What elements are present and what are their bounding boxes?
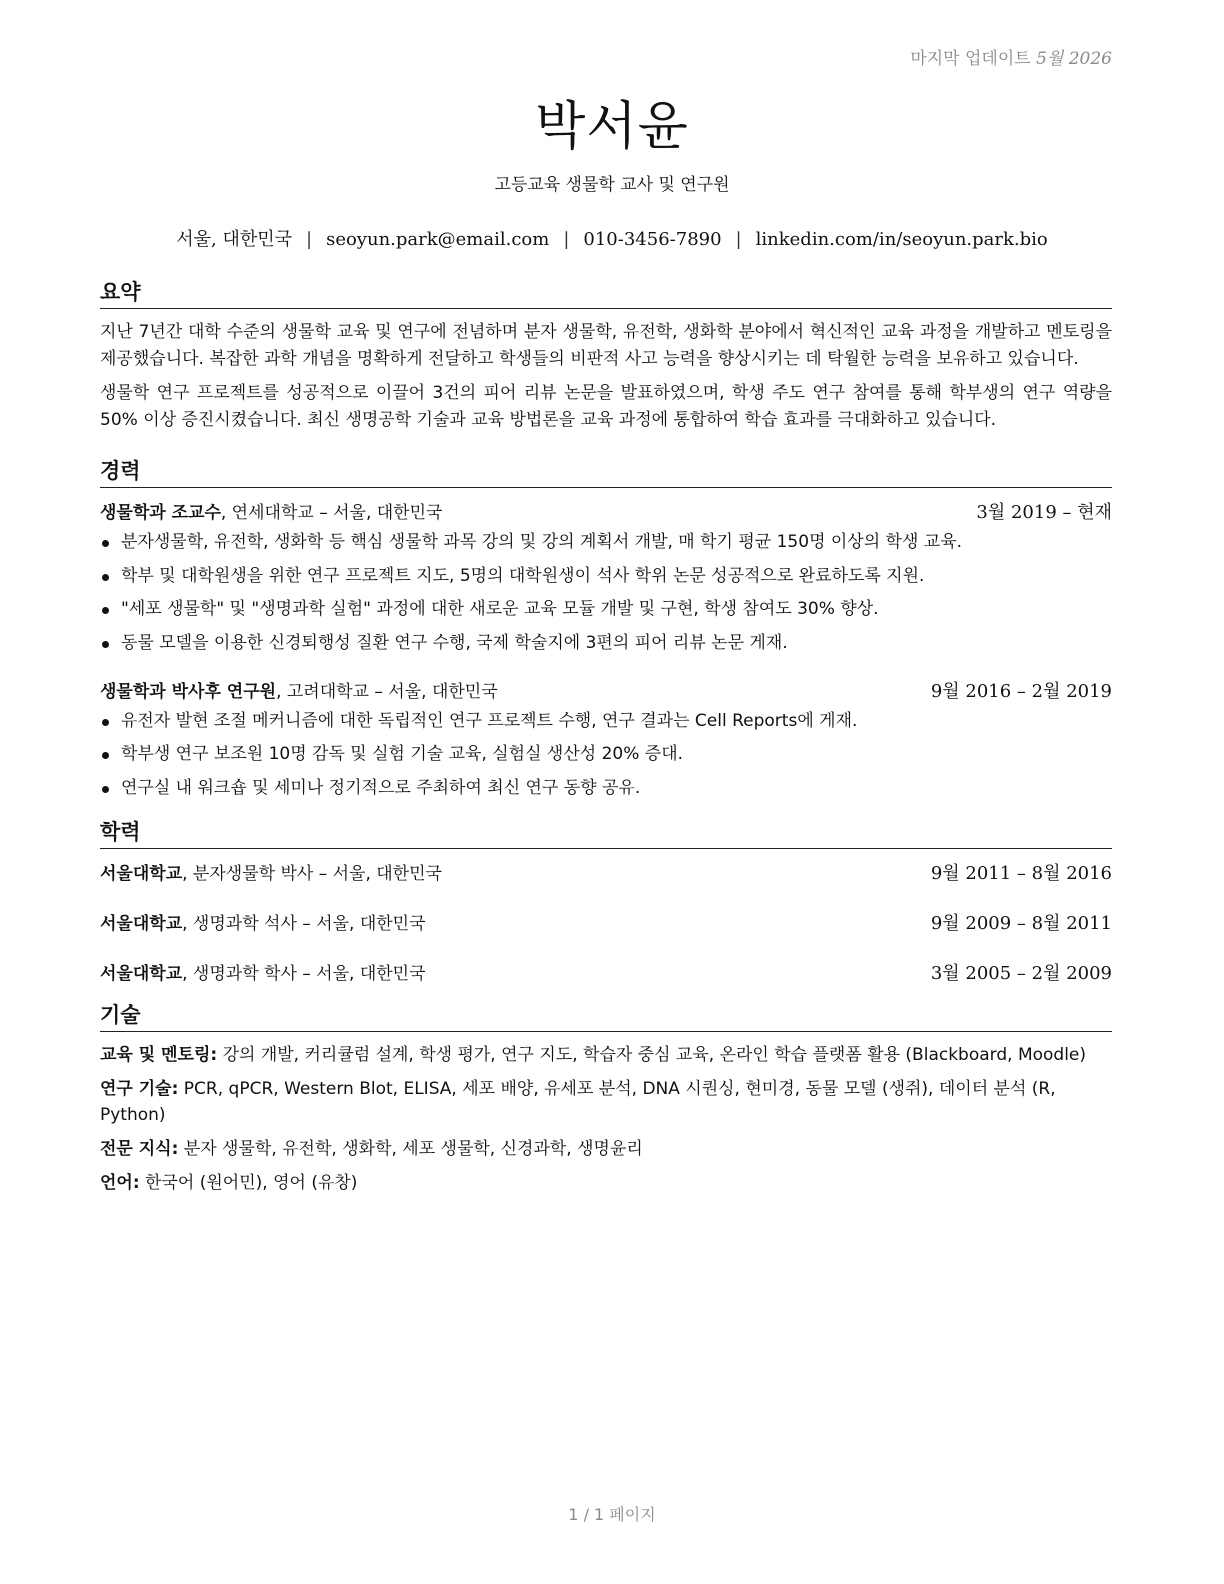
section-title-education: 학력 [100,816,1112,849]
experience-bullet: 연구실 내 워크숍 및 세미나 정기적으로 주최하여 최신 연구 동향 공유. [100,775,1112,802]
skill-text: 한국어 (원어민), 영어 (유창) [139,1173,358,1193]
education-detail: , 생명과학 학사 – 서울, 대한민국 [182,964,426,984]
experience-bullet: 동물 모델을 이용한 신경퇴행성 질환 연구 수행, 국제 학술지에 3편의 피어 리뷰 논문 게재. [100,630,1112,657]
last-updated [910,44,1112,69]
skill-label: 언어: [100,1173,140,1193]
skill-text: 강의 개발, 커리큘럼 설계, 학생 평가, 연구 지도, 학습자 중심 교육, 온라인 학습 플랫폼 활용 (Blackboard, Moodle) [217,1045,1087,1065]
experience-entry-header [100,677,1112,704]
education-school: 서울대학교 [100,964,183,984]
contact-separator: | [306,229,313,250]
experience-bullets [100,708,1112,802]
contact-phone[interactable]: 010-3456-7890 [583,229,722,250]
education-school: 서울대학교 [100,914,183,934]
contact-email[interactable]: seoyun.park@email.com [326,229,550,250]
education-entry [100,909,1112,959]
summary-paragraph: 지난 7년간 대학 수준의 생물학 교육 및 연구에 전념하며 분자 생물학, 유전학, 생화학 분야에서 혁신적인 교육 과정을 개발하고 멘토링을 제공했습니다. 복잡한 과학 개념을 명확하게 전달하고 학생들의 비판적 사고 능력을 향상시키는 데 탁월한 능력을 보유하고 있습니다. [100,322,1112,369]
experience-bullet: "세포 생물학" 및 "생명과학 실험" 과정에 대한 새로운 교육 모듈 개발 및 구현, 학생 참여도 30% 향상. [100,596,1112,623]
experience-bullet: 유전자 발현 조절 메커니즘에 대한 독립적인 연구 프로젝트 수행, 연구 결과는 Cell Reports에 게재. [100,708,1112,735]
skill-text: PCR, qPCR, Western Blot, ELISA, 세포 배양, 유세포 분석, DNA 시퀀싱, 현미경, 동물 모델 (생쥐), 데이터 분석 (R, Python) [100,1079,1056,1125]
contact-location: 서울, 대한민국 [176,229,292,250]
education-detail: , 생명과학 석사 – 서울, 대한민국 [182,914,426,934]
skill-text: 분자 생물학, 유전학, 생화학, 세포 생물학, 신경과학, 생명윤리 [178,1139,643,1159]
skill-item [100,1042,1112,1068]
summary-paragraph: 생물학 연구 프로젝트를 성공적으로 이끌어 3건의 피어 리뷰 논문을 발표하였으며, 학생 주도 연구 참여를 통해 학부생의 연구 역량을 50% 이상 증진시켰습니다. 최신 생명공학 기술과 교육 방법론을 교육 과정에 통합하여 학습 효과를 극대화하고 있습니다. [100,383,1112,430]
experience-bullet: 학부생 연구 보조원 10명 감독 및 실험 기술 교육, 실험실 생산성 20% 증대. [100,741,1112,768]
skill-item [100,1076,1112,1128]
education-entry [100,859,1112,909]
section-title-summary: 요약 [100,276,1112,309]
section-title-experience: 경력 [100,455,1112,488]
experience-bullet: 학부 및 대학원생을 위한 연구 프로젝트 지도, 5명의 대학원생이 석사 학위 논문 성공적으로 완료하도록 지원. [100,563,1112,590]
experience-bullets [100,529,1112,657]
experience-entry-header [100,498,1112,525]
contact-separator: | [563,229,570,250]
last-updated-date: 5월 2026 [1036,49,1112,69]
job-title: 고등교육 생물학 교사 및 연구원 [494,175,730,195]
experience-org: , 연세대학교 – 서울, 대한민국 [220,503,443,523]
education-dates: 9월 2011 – 8월 2016 [930,863,1112,884]
skill-item [100,1136,1112,1162]
experience-bullet: 분자생물학, 유전학, 생화학 등 핵심 생물학 과목 강의 및 강의 계획서 개발, 매 학기 평균 150명 이상의 학생 교육. [100,529,1112,556]
person-name: 박서윤 [535,97,689,157]
contact-separator: | [735,229,742,250]
experience-role: 생물학과 박사후 연구원 [100,681,277,702]
experience-dates: 3월 2019 – 현재 [976,502,1112,523]
education-detail: , 분자생물학 박사 – 서울, 대한민국 [182,864,442,884]
skill-label: 교육 및 멘토링: [100,1045,218,1065]
education-school: 서울대학교 [100,864,183,884]
experience-org: , 고려대학교 – 서울, 대한민국 [276,681,498,702]
skill-item [100,1170,1112,1196]
last-updated-label: 마지막 업데이트 [910,49,1031,69]
skill-label: 연구 기술: [100,1079,179,1099]
skill-label: 전문 지식: [100,1139,179,1159]
contact-line [0,225,1224,251]
page-number: 1 / 1 페이지 [568,1505,656,1524]
resume-content [100,276,1112,1204]
education-dates: 3월 2005 – 2월 2009 [930,963,1112,984]
education-dates: 9월 2009 – 8월 2011 [930,913,1112,934]
experience-dates: 9월 2016 – 2월 2019 [930,680,1112,702]
contact-linkedin[interactable]: linkedin.com/in/seoyun.park.bio [755,229,1048,250]
section-title-skills: 기술 [100,999,1112,1032]
experience-role: 생물학과 조교수 [100,503,221,523]
education-entry [100,959,1112,999]
